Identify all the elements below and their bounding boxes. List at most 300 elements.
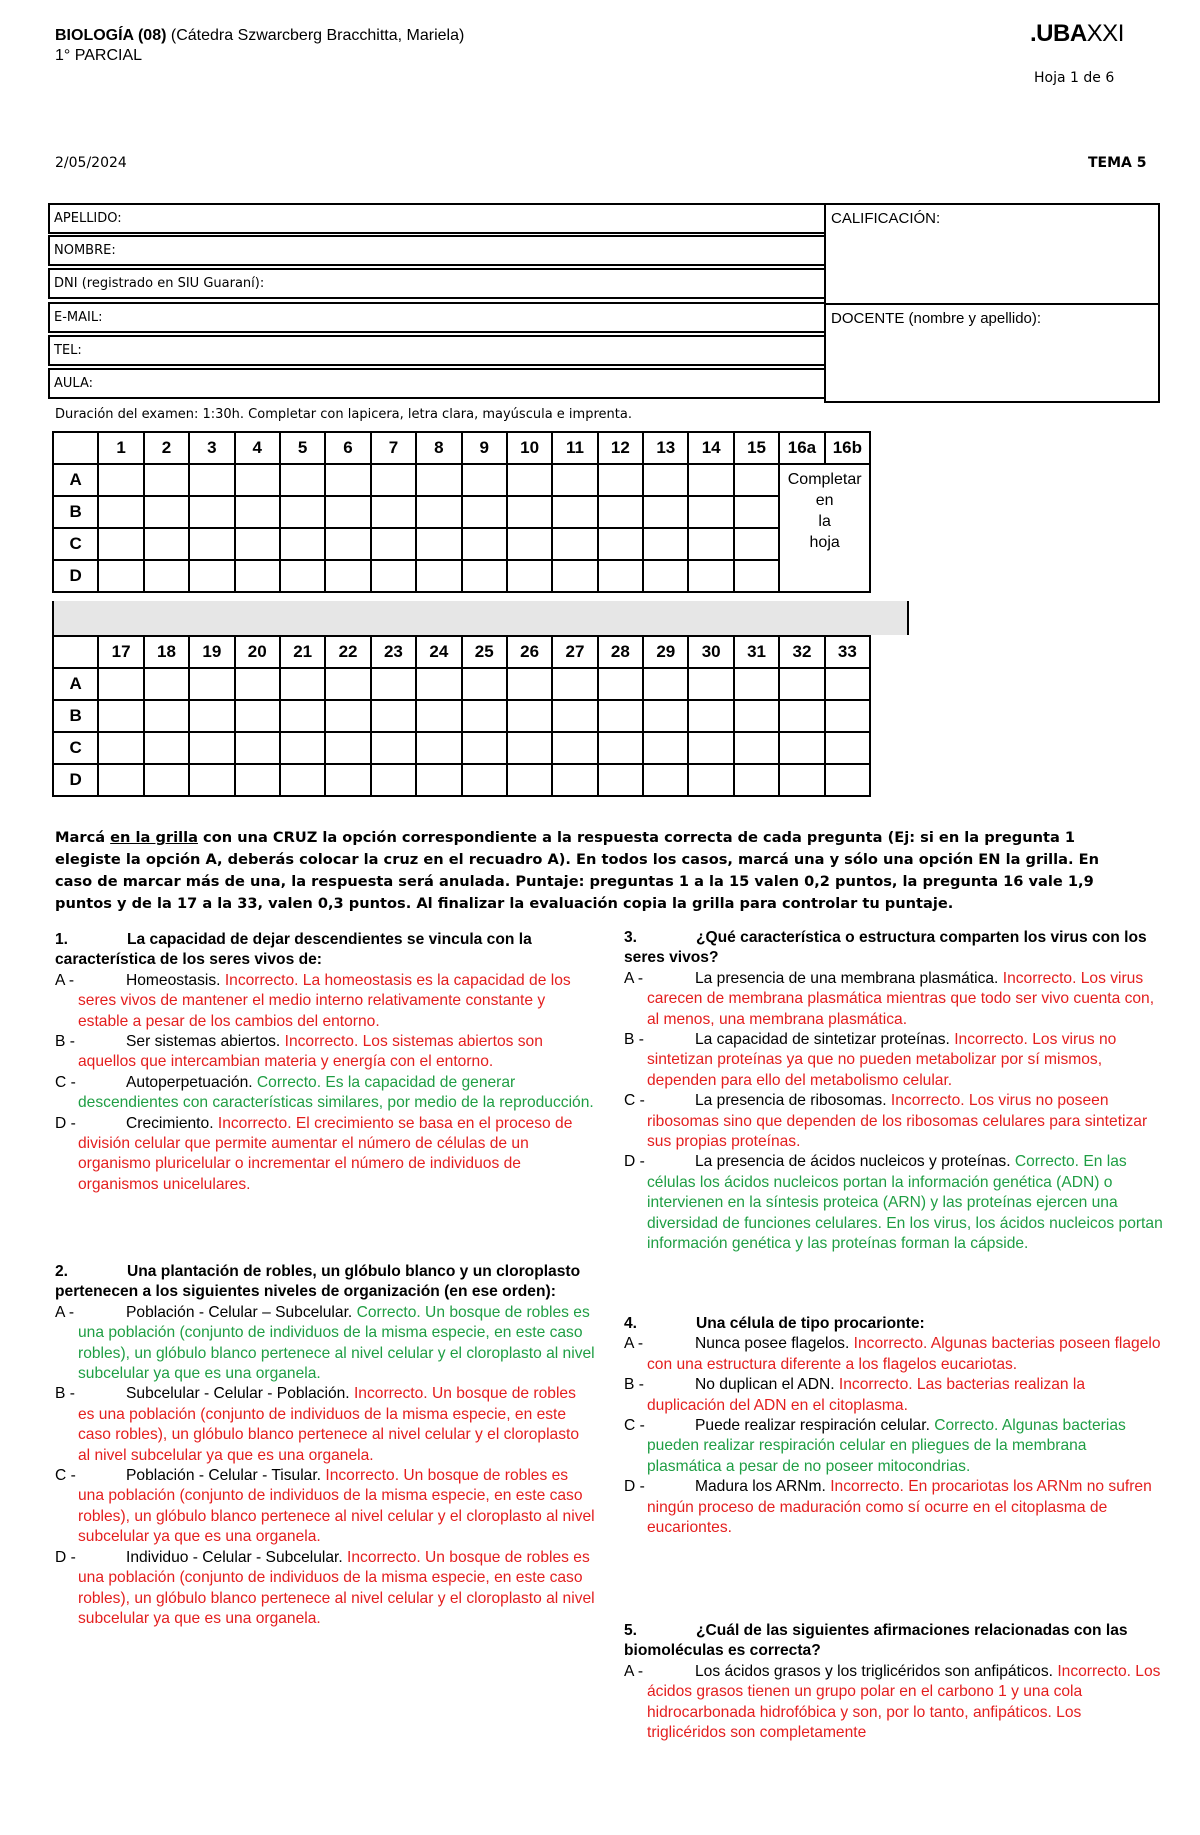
completar-en-la-hoja bbox=[779, 464, 870, 592]
answer-cell[interactable] bbox=[688, 464, 733, 496]
answer-cell[interactable] bbox=[235, 528, 280, 560]
question-number: 3. bbox=[624, 929, 638, 946]
grid-col-header: 27 bbox=[552, 636, 597, 668]
answer-cell[interactable] bbox=[825, 700, 870, 732]
grid-col-header: 32 bbox=[779, 636, 824, 668]
question-number: 1. bbox=[55, 931, 69, 948]
grid-col-header: 26 bbox=[507, 636, 552, 668]
option-letter: C - bbox=[55, 1073, 76, 1091]
grid-col-header: 33 bbox=[825, 636, 870, 668]
answer-cell[interactable] bbox=[734, 560, 779, 592]
feedback-incorrect: Incorrecto. Los virus no sintetizan proteínas ya que no pueden metabolizar por sí mismos, dependen para ello del metabolismo celular. bbox=[647, 1031, 1117, 1089]
option-letter: D - bbox=[55, 1548, 76, 1566]
grid-row bbox=[53, 560, 870, 592]
question-number: 2. bbox=[55, 1263, 69, 1280]
answer-cell[interactable] bbox=[144, 700, 189, 732]
exam-date: 2/05/2024 bbox=[55, 155, 127, 171]
grid-row bbox=[53, 668, 870, 700]
answer-cell[interactable] bbox=[416, 668, 461, 700]
option-body bbox=[78, 1074, 594, 1111]
grid-col-header: 28 bbox=[598, 636, 643, 668]
answer-cell[interactable] bbox=[235, 764, 280, 796]
option-body bbox=[647, 1376, 1085, 1413]
answer-cell[interactable] bbox=[325, 464, 370, 496]
answer-cell[interactable] bbox=[825, 732, 870, 764]
course-code: BIOLOGÍA (08) bbox=[55, 27, 167, 44]
grid-header-row bbox=[53, 432, 870, 464]
option-letter: C - bbox=[624, 1092, 645, 1110]
answer-cell[interactable] bbox=[507, 700, 552, 732]
answer-cell[interactable] bbox=[371, 560, 416, 592]
answer-cell[interactable] bbox=[462, 764, 507, 796]
question-number: 5. bbox=[624, 1622, 638, 1639]
answer-cell[interactable] bbox=[325, 700, 370, 732]
answer-cell[interactable] bbox=[235, 732, 280, 764]
question-text: ¿Cuál de las siguientes afirmaciones relacionadas con las biomoléculas es correcta? bbox=[624, 1622, 1128, 1660]
option-letter: D - bbox=[624, 1478, 645, 1496]
tel-field[interactable] bbox=[48, 335, 826, 366]
answer-cell[interactable] bbox=[462, 700, 507, 732]
answer-cell[interactable] bbox=[325, 496, 370, 528]
grid-col-header: 6 bbox=[325, 432, 370, 464]
answer-cell[interactable] bbox=[371, 668, 416, 700]
answer-cell[interactable] bbox=[189, 464, 234, 496]
option-letter: D - bbox=[55, 1114, 76, 1132]
answer-cell[interactable] bbox=[825, 668, 870, 700]
option-text: La capacidad de sintetizar proteínas. bbox=[695, 1031, 950, 1049]
answer-cell[interactable] bbox=[507, 464, 552, 496]
answer-cell[interactable] bbox=[552, 528, 597, 560]
grid-col-header: 25 bbox=[462, 636, 507, 668]
grid-col-header: 2 bbox=[144, 432, 189, 464]
answer-option bbox=[55, 1466, 595, 1548]
answer-cell[interactable] bbox=[325, 560, 370, 592]
answer-cell[interactable] bbox=[643, 700, 688, 732]
page-number: Hoja 1 de 6 bbox=[1034, 70, 1115, 86]
docente-field[interactable] bbox=[824, 303, 1160, 403]
answer-option bbox=[55, 1303, 595, 1385]
option-body bbox=[647, 1663, 1160, 1741]
calificacion-label: CALIFICACIÓN: bbox=[831, 210, 941, 227]
question-3 bbox=[624, 928, 1164, 1255]
option-text: Población - Celular – Subcelular. bbox=[126, 1303, 353, 1321]
answer-cell[interactable] bbox=[688, 528, 733, 560]
feedback-incorrect: Incorrecto. En procariotas los ARNm no sufren ningún proceso de maduración como sí ocurre en el citoplasma de eucariontes. bbox=[647, 1478, 1152, 1537]
exam-name: 1° PARCIAL bbox=[55, 47, 143, 64]
answer-cell[interactable] bbox=[325, 764, 370, 796]
answer-cell[interactable] bbox=[462, 560, 507, 592]
answer-option bbox=[55, 1114, 595, 1196]
question-2 bbox=[55, 1262, 595, 1629]
answer-grid-bottom bbox=[52, 635, 871, 797]
grid-col-header: 10 bbox=[507, 432, 552, 464]
answer-cell[interactable] bbox=[507, 668, 552, 700]
answer-cell[interactable] bbox=[98, 732, 143, 764]
answer-option bbox=[624, 969, 1164, 1030]
answer-cell[interactable] bbox=[416, 496, 461, 528]
answer-cell[interactable] bbox=[734, 764, 779, 796]
grid-row-header: B bbox=[53, 496, 98, 528]
option-body bbox=[647, 1478, 1152, 1536]
answer-cell[interactable] bbox=[734, 464, 779, 496]
option-letter: A - bbox=[624, 1662, 644, 1680]
answer-cell[interactable] bbox=[552, 560, 597, 592]
question-4 bbox=[624, 1314, 1164, 1538]
answer-cell[interactable] bbox=[98, 668, 143, 700]
answer-cell[interactable] bbox=[552, 732, 597, 764]
answer-cell[interactable] bbox=[280, 732, 325, 764]
grid-corner bbox=[53, 432, 98, 464]
option-text: Puede realizar respiración celular. bbox=[695, 1417, 930, 1435]
answer-cell[interactable] bbox=[688, 732, 733, 764]
answer-cell[interactable] bbox=[416, 764, 461, 796]
grid-col-header: 30 bbox=[688, 636, 733, 668]
feedback-correct: Correcto. Un bosque de robles es una población (conjunto de individuos de la misma especie, en este caso robles), un glóbulo blanco pertenece al nivel celular y el cloroplasto al nivel subcelular ya que es una organela. bbox=[78, 1303, 595, 1383]
feedback-incorrect: Incorrecto. La homeostasis es la capacidad de los seres vivos de mantener el medio interno relativamente constante y estable a pesar de los cambios del entorno. bbox=[78, 971, 571, 1030]
answer-cell[interactable] bbox=[462, 528, 507, 560]
option-body bbox=[647, 1417, 1126, 1475]
answer-cell[interactable] bbox=[280, 464, 325, 496]
answer-cell[interactable] bbox=[144, 496, 189, 528]
option-text: Madura los ARNm. bbox=[695, 1478, 826, 1496]
course-title bbox=[55, 27, 464, 45]
answer-cell[interactable] bbox=[144, 528, 189, 560]
answer-cell[interactable] bbox=[371, 764, 416, 796]
answer-cell[interactable] bbox=[734, 528, 779, 560]
grid-col-header: 5 bbox=[280, 432, 325, 464]
dni-label: DNI (registrado en SIU Guaraní): bbox=[54, 276, 265, 291]
answer-cell[interactable] bbox=[371, 528, 416, 560]
grid-col-header: 16b bbox=[825, 432, 870, 464]
question-title bbox=[55, 930, 595, 971]
answer-cell[interactable] bbox=[598, 700, 643, 732]
answer-option bbox=[624, 1375, 1164, 1416]
answer-cell[interactable] bbox=[779, 732, 824, 764]
answer-cell[interactable] bbox=[507, 528, 552, 560]
answer-cell[interactable] bbox=[688, 496, 733, 528]
answer-cell[interactable] bbox=[416, 700, 461, 732]
answer-option bbox=[624, 1030, 1164, 1091]
option-body bbox=[647, 1092, 1147, 1150]
instructions-underline: en la grilla bbox=[110, 829, 198, 846]
answer-cell[interactable] bbox=[598, 464, 643, 496]
instructions-part2: con una CRUZ la opción correspondiente a la respuesta correcta de cada pregunta (Ej: si en la pregunta 1 elegiste la opción A, deberás colocar la cruz en el recuadro A). En todos los casos, marcá una y sólo una opción EN la grilla. En caso de marcar más de una, la respuesta será anulada. Puntaje: preguntas 1 a la 15 valen 0,2 puntos, la pregunta 16 vale 1,9 puntos y de la 17 a la 33, valen 0,3 puntos. Al finalizar la evaluación copia la grilla para controlar tu puntaje. bbox=[55, 829, 1099, 912]
answer-cell[interactable] bbox=[779, 668, 824, 700]
answer-cell[interactable] bbox=[507, 496, 552, 528]
question-number: 4. bbox=[624, 1315, 638, 1332]
option-text: Autoperpetuación. bbox=[126, 1073, 253, 1091]
grid-col-header: 19 bbox=[189, 636, 234, 668]
answer-cell[interactable] bbox=[189, 732, 234, 764]
answer-cell[interactable] bbox=[371, 464, 416, 496]
answer-cell[interactable] bbox=[825, 764, 870, 796]
grid-row bbox=[53, 732, 870, 764]
option-body bbox=[647, 970, 1154, 1028]
answer-cell[interactable] bbox=[462, 464, 507, 496]
answer-cell[interactable] bbox=[462, 732, 507, 764]
option-body bbox=[78, 972, 571, 1030]
dni-field[interactable] bbox=[48, 268, 826, 299]
answer-cell[interactable] bbox=[598, 764, 643, 796]
answer-option bbox=[55, 1548, 595, 1630]
grid-row-header: B bbox=[53, 700, 98, 732]
answer-cell[interactable] bbox=[734, 700, 779, 732]
feedback-incorrect: Incorrecto. Las bacterias realizan la duplicación del ADN en el citoplasma. bbox=[647, 1376, 1086, 1414]
answer-cell[interactable] bbox=[280, 700, 325, 732]
grid-row-header: D bbox=[53, 764, 98, 796]
answer-cell[interactable] bbox=[144, 668, 189, 700]
answer-cell[interactable] bbox=[98, 700, 143, 732]
answer-cell[interactable] bbox=[643, 764, 688, 796]
option-text: Homeostasis. bbox=[126, 971, 221, 989]
option-text: Ser sistemas abiertos. bbox=[126, 1033, 281, 1051]
answer-cell[interactable] bbox=[98, 496, 143, 528]
answer-cell[interactable] bbox=[734, 496, 779, 528]
option-body bbox=[78, 1033, 543, 1070]
answer-cell[interactable] bbox=[144, 464, 189, 496]
question-title bbox=[624, 1314, 1164, 1334]
answer-option bbox=[55, 1032, 595, 1073]
option-letter: A - bbox=[624, 1335, 644, 1353]
grid-row bbox=[53, 496, 870, 528]
apellido-label: APELLIDO: bbox=[54, 211, 122, 226]
answer-cell[interactable] bbox=[552, 668, 597, 700]
grid-col-header: 20 bbox=[235, 636, 280, 668]
answer-cell[interactable] bbox=[643, 528, 688, 560]
option-letter: C - bbox=[55, 1467, 76, 1485]
answer-cell[interactable] bbox=[416, 732, 461, 764]
answer-cell[interactable] bbox=[98, 560, 143, 592]
aula-field[interactable] bbox=[48, 368, 826, 399]
question-text: ¿Qué característica o estructura comparten los virus con los seres vivos? bbox=[624, 929, 1147, 967]
grid-row bbox=[53, 528, 870, 560]
instructions-part1: Marcá bbox=[55, 829, 111, 846]
feedback-incorrect: Incorrecto. Los virus carecen de membrana plasmática mientras que todo ser vivo cuenta con, al menos, una membrana plasmática. bbox=[647, 969, 1155, 1028]
answer-cell[interactable] bbox=[371, 496, 416, 528]
answer-cell[interactable] bbox=[325, 528, 370, 560]
answer-option bbox=[624, 1152, 1164, 1254]
answer-cell[interactable] bbox=[598, 560, 643, 592]
email-label: E-MAIL: bbox=[54, 310, 103, 325]
feedback-incorrect: Incorrecto. Un bosque de robles es una población (conjunto de individuos de la misma especie, en este caso robles), un glóbulo blanco pertenece al nivel celular y el cloroplasto al nivel subcelular ya que es una organela. bbox=[78, 1385, 580, 1464]
answer-cell[interactable] bbox=[552, 496, 597, 528]
uba-logo bbox=[1030, 20, 1124, 48]
grid-col-header: 7 bbox=[371, 432, 416, 464]
feedback-incorrect: Incorrecto. Algunas bacterias poseen flagelo con una estructura diferente a los flagelos eucariotas. bbox=[647, 1335, 1161, 1373]
option-body bbox=[647, 1031, 1116, 1089]
option-letter: B - bbox=[55, 1385, 75, 1403]
answer-cell[interactable] bbox=[688, 764, 733, 796]
answer-cell[interactable] bbox=[552, 700, 597, 732]
option-text: Individuo - Celular - Subcelular. bbox=[126, 1548, 343, 1566]
feedback-incorrect: Incorrecto. Los sistemas abiertos son aquellos que intercambian materia y energía con el entorno. bbox=[78, 1033, 543, 1071]
answer-cell[interactable] bbox=[688, 668, 733, 700]
answer-cell[interactable] bbox=[643, 668, 688, 700]
answer-cell[interactable] bbox=[189, 668, 234, 700]
grid-row-header: A bbox=[53, 464, 98, 496]
option-text: Los ácidos grasos y los triglicéridos son anfipáticos. bbox=[695, 1662, 1053, 1680]
completar-word: la bbox=[818, 513, 831, 530]
logo-uba: .UBA bbox=[1030, 20, 1087, 47]
option-letter: A - bbox=[55, 1303, 75, 1321]
grid-col-header: 31 bbox=[734, 636, 779, 668]
grid-col-header: 11 bbox=[552, 432, 597, 464]
answer-cell[interactable] bbox=[552, 464, 597, 496]
answer-cell[interactable] bbox=[598, 732, 643, 764]
grid-col-header: 4 bbox=[235, 432, 280, 464]
answer-option bbox=[624, 1416, 1164, 1477]
answer-option bbox=[624, 1662, 1164, 1744]
answer-cell[interactable] bbox=[598, 668, 643, 700]
answer-option bbox=[624, 1091, 1164, 1152]
answer-cell[interactable] bbox=[189, 496, 234, 528]
answer-cell[interactable] bbox=[507, 560, 552, 592]
exam-duration-note: Duración del examen: 1:30h. Completar con lapicera, letra clara, mayúscula e imprenta. bbox=[55, 407, 632, 422]
answer-grid-top bbox=[52, 431, 871, 593]
answer-cell[interactable] bbox=[144, 764, 189, 796]
option-body bbox=[647, 1153, 1163, 1252]
answer-cell[interactable] bbox=[235, 700, 280, 732]
answer-cell[interactable] bbox=[507, 764, 552, 796]
answer-cell[interactable] bbox=[189, 764, 234, 796]
completar-word: en bbox=[815, 492, 834, 509]
answer-cell[interactable] bbox=[416, 464, 461, 496]
question-title bbox=[624, 928, 1164, 969]
option-body bbox=[78, 1385, 579, 1463]
answer-cell[interactable] bbox=[235, 668, 280, 700]
answer-cell[interactable] bbox=[416, 560, 461, 592]
answer-cell[interactable] bbox=[643, 732, 688, 764]
answer-cell[interactable] bbox=[688, 560, 733, 592]
answer-cell[interactable] bbox=[371, 732, 416, 764]
grid-col-header: 14 bbox=[688, 432, 733, 464]
answer-cell[interactable] bbox=[280, 528, 325, 560]
grid-row bbox=[53, 700, 870, 732]
grid-col-header: 3 bbox=[189, 432, 234, 464]
answer-cell[interactable] bbox=[189, 700, 234, 732]
answer-cell[interactable] bbox=[416, 528, 461, 560]
grid-col-header: 13 bbox=[643, 432, 688, 464]
email-field[interactable] bbox=[48, 302, 826, 333]
option-letter: B - bbox=[55, 1033, 75, 1051]
answer-cell[interactable] bbox=[598, 528, 643, 560]
answer-cell[interactable] bbox=[144, 560, 189, 592]
option-body bbox=[647, 1335, 1161, 1372]
option-text: No duplican el ADN. bbox=[695, 1376, 835, 1394]
answer-cell[interactable] bbox=[189, 560, 234, 592]
answer-cell[interactable] bbox=[235, 496, 280, 528]
exam-topic: TEMA 5 bbox=[1088, 155, 1147, 171]
option-text: La presencia de una membrana plasmática. bbox=[695, 969, 999, 987]
nombre-field[interactable] bbox=[48, 235, 826, 266]
option-body bbox=[78, 1115, 572, 1193]
answer-cell[interactable] bbox=[643, 560, 688, 592]
logo-xxi: XXI bbox=[1086, 20, 1124, 47]
student-form bbox=[48, 203, 1160, 403]
feedback-incorrect: Incorrecto. Los virus no poseen ribosomas sino que dependen de los ribosomas celulares para sintetizar sus propias proteínas. bbox=[647, 1092, 1148, 1151]
calificacion-field[interactable] bbox=[824, 203, 1160, 305]
grid-col-header: 24 bbox=[416, 636, 461, 668]
answer-cell[interactable] bbox=[643, 464, 688, 496]
grid-row bbox=[53, 464, 870, 496]
answer-cell[interactable] bbox=[280, 668, 325, 700]
answer-cell[interactable] bbox=[280, 764, 325, 796]
grid-col-header: 18 bbox=[144, 636, 189, 668]
grid-header-row bbox=[53, 636, 870, 668]
option-letter: D - bbox=[624, 1153, 645, 1171]
grid-row-header: C bbox=[53, 528, 98, 560]
grid-corner bbox=[53, 636, 98, 668]
grid-col-header: 17 bbox=[98, 636, 143, 668]
option-letter: A - bbox=[55, 971, 75, 989]
feedback-incorrect: Incorrecto. Los ácidos grasos tienen un grupo polar en el carbono 1 y una cola hidrocarbonada hidrofóbica y son, por lo tanto, anfipáticos. Los triglicéridos son completamente bbox=[647, 1662, 1161, 1742]
answer-option bbox=[624, 1334, 1164, 1375]
question-title bbox=[624, 1621, 1164, 1662]
feedback-incorrect: Incorrecto. Un bosque de robles es una población (conjunto de individuos de la misma especie, en este caso robles), un glóbulo blanco pertenece al nivel celular y el cloroplasto al nivel subcelular ya que es una organela. bbox=[78, 1548, 595, 1627]
option-text: La presencia de ribosomas. bbox=[695, 1092, 887, 1110]
answer-cell[interactable] bbox=[552, 764, 597, 796]
course-chair: (Cátedra Szwarcberg Bracchitta, Mariela) bbox=[166, 27, 465, 44]
grid-separator bbox=[52, 601, 909, 635]
option-body bbox=[78, 1304, 595, 1382]
answer-cell[interactable] bbox=[235, 464, 280, 496]
answer-cell[interactable] bbox=[734, 732, 779, 764]
grid-col-header: 12 bbox=[598, 432, 643, 464]
option-body bbox=[78, 1549, 595, 1627]
answer-cell[interactable] bbox=[189, 528, 234, 560]
answer-cell[interactable] bbox=[144, 732, 189, 764]
answer-cell[interactable] bbox=[280, 560, 325, 592]
answer-cell[interactable] bbox=[734, 668, 779, 700]
answer-cell[interactable] bbox=[325, 732, 370, 764]
completar-word: Completar bbox=[787, 471, 862, 488]
answer-cell[interactable] bbox=[643, 496, 688, 528]
answer-cell[interactable] bbox=[98, 764, 143, 796]
answer-cell[interactable] bbox=[98, 528, 143, 560]
option-letter: B - bbox=[624, 1376, 644, 1394]
answer-cell[interactable] bbox=[688, 700, 733, 732]
question-text: Una célula de tipo procarionte: bbox=[696, 1315, 925, 1332]
grid-col-header: 9 bbox=[462, 432, 507, 464]
nombre-label: NOMBRE: bbox=[54, 243, 116, 258]
grid-col-header: 22 bbox=[325, 636, 370, 668]
answer-cell[interactable] bbox=[507, 732, 552, 764]
answer-cell[interactable] bbox=[779, 700, 824, 732]
answer-cell[interactable] bbox=[462, 668, 507, 700]
answer-cell[interactable] bbox=[371, 700, 416, 732]
grid-col-header: 8 bbox=[416, 432, 461, 464]
option-letter: A - bbox=[624, 969, 644, 987]
answer-cell[interactable] bbox=[598, 496, 643, 528]
option-text: La presencia de ácidos nucleicos y proteínas. bbox=[695, 1153, 1011, 1171]
answer-cell[interactable] bbox=[235, 560, 280, 592]
instructions bbox=[55, 827, 1125, 915]
grid-col-header: 1 bbox=[98, 432, 143, 464]
option-text: Nunca posee flagelos. bbox=[695, 1335, 850, 1353]
option-text: Subcelular - Celular - Población. bbox=[126, 1385, 350, 1403]
question-1 bbox=[55, 930, 595, 1195]
answer-option bbox=[624, 1477, 1164, 1538]
apellido-field[interactable] bbox=[48, 203, 826, 234]
grid-col-header: 21 bbox=[280, 636, 325, 668]
option-letter: C - bbox=[624, 1417, 645, 1435]
answer-cell[interactable] bbox=[98, 464, 143, 496]
answer-cell[interactable] bbox=[462, 496, 507, 528]
answer-cell[interactable] bbox=[779, 764, 824, 796]
answer-cell[interactable] bbox=[325, 668, 370, 700]
answer-cell[interactable] bbox=[280, 496, 325, 528]
question-title bbox=[55, 1262, 595, 1303]
